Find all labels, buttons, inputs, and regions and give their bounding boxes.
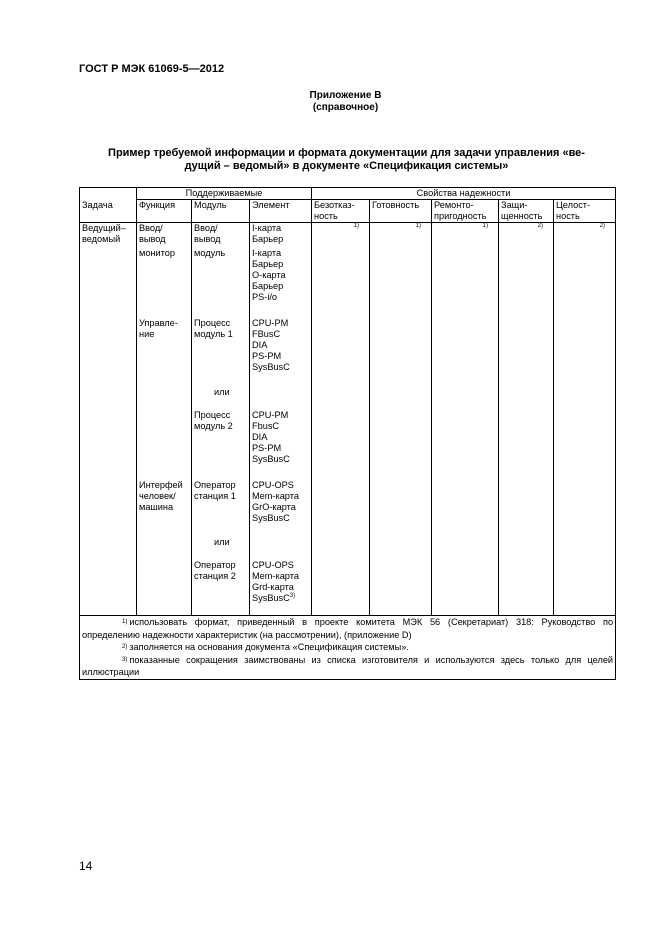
- module-process-1: Процесс модуль 1: [194, 318, 233, 339]
- element-operator-1: CPU-OPS Mem-карта GrO-карта SysBusC: [252, 480, 299, 523]
- footnote-2: $^{2)}$ заполняется на основания документа «Спецификация системы».: [122, 642, 409, 652]
- col-task-header: Задача: [80, 188, 137, 223]
- integrity-cell: 2): [554, 223, 616, 616]
- function-monitor: монитор: [139, 248, 175, 258]
- footnote-3-line-2: иллюстрации: [82, 667, 140, 677]
- module-or-1: или: [214, 387, 230, 397]
- col-element-header: Элемент: [250, 200, 312, 223]
- col-module-header: Модуль: [192, 200, 250, 223]
- footnotes-row: [80, 616, 616, 680]
- failfree-cell: 1): [312, 223, 370, 616]
- document-header: ГОСТ Р МЭК 61069-5—2012: [79, 63, 225, 75]
- caption-line-2: дущий – ведомый» в документе «Спецификация системы»: [184, 160, 509, 172]
- footnote-1-line-1: $^{1)}$ использовать формат, приведенный в проекте комитета МЭК 56 (Секретариат) 318: Руководство по: [122, 617, 614, 627]
- function-cell: [137, 223, 192, 616]
- col-failfree-header: Безотказ- ность: [312, 200, 370, 223]
- element-io: I-карта Барьер: [252, 223, 284, 244]
- module-process-2: Процесс модуль 2: [194, 410, 233, 431]
- page-number: 14: [79, 859, 93, 873]
- module-io: Ввод/ вывод: [194, 223, 221, 244]
- table-row: [80, 223, 616, 616]
- caption-line-1: Пример требуемой информации и формата документации для задачи управления «ве-: [108, 147, 585, 159]
- element-process-1: CPU-PM FBusC DIA PS-PM SysBusC: [252, 318, 290, 372]
- appendix-heading: [0, 90, 661, 114]
- header-row-columns: [80, 200, 616, 223]
- security-cell: 2): [499, 223, 554, 616]
- table-caption: [79, 147, 614, 173]
- function-hmi: Интерфей человек/ машина: [139, 480, 183, 512]
- repair-cell: 1): [432, 223, 499, 616]
- module-monitor: модуль: [194, 248, 226, 258]
- readiness-cell: 1): [370, 223, 432, 616]
- col-readiness-header: Готовность: [370, 200, 432, 223]
- element-monitor: I-карта Барьер O-карта Барьер PS-i/o: [252, 248, 286, 302]
- module-or-2: или: [214, 537, 230, 547]
- group-supported-header: Поддерживаемые: [137, 188, 312, 200]
- footnotes-cell: [80, 616, 616, 680]
- element-process-2: CPU-PM FbusC DIA PS-PM SysBusC: [252, 410, 290, 464]
- module-cell: [192, 223, 250, 616]
- col-integrity-header: Целост- ность: [554, 200, 616, 223]
- group-reliability-header: Свойства надежности: [312, 188, 616, 200]
- module-operator-2: Оператор станция 2: [194, 560, 236, 581]
- footnote-1-line-2: определению надежности характеристик (на рассмотрении), (приложение D): [82, 629, 412, 640]
- footnote-3-line-1: $^{3)}$ показанные сокращения заимствованы из списка изготовителя и используются здесь только для целей: [122, 654, 614, 665]
- col-repair-header: Ремонто- пригодность: [432, 200, 499, 223]
- specification-table: [79, 187, 616, 680]
- col-security-header: Защи- щенность: [499, 200, 554, 223]
- header-row-groups: [80, 188, 616, 200]
- function-control: Управле- ние: [139, 318, 178, 339]
- function-io: Ввод/ вывод: [139, 223, 166, 244]
- appendix-subtitle: (справочное): [312, 102, 379, 113]
- module-operator-1: Оператор станция 1: [194, 480, 236, 501]
- element-cell: [250, 223, 312, 616]
- col-function-header: Функция: [137, 200, 192, 223]
- task-cell: Ведущий– ведомый: [80, 223, 137, 616]
- element-operator-2: CPU-OPS Mem-карта Grd-карта SysBusC$^{3)}$: [252, 560, 299, 603]
- appendix-title: Приложение В: [309, 90, 382, 101]
